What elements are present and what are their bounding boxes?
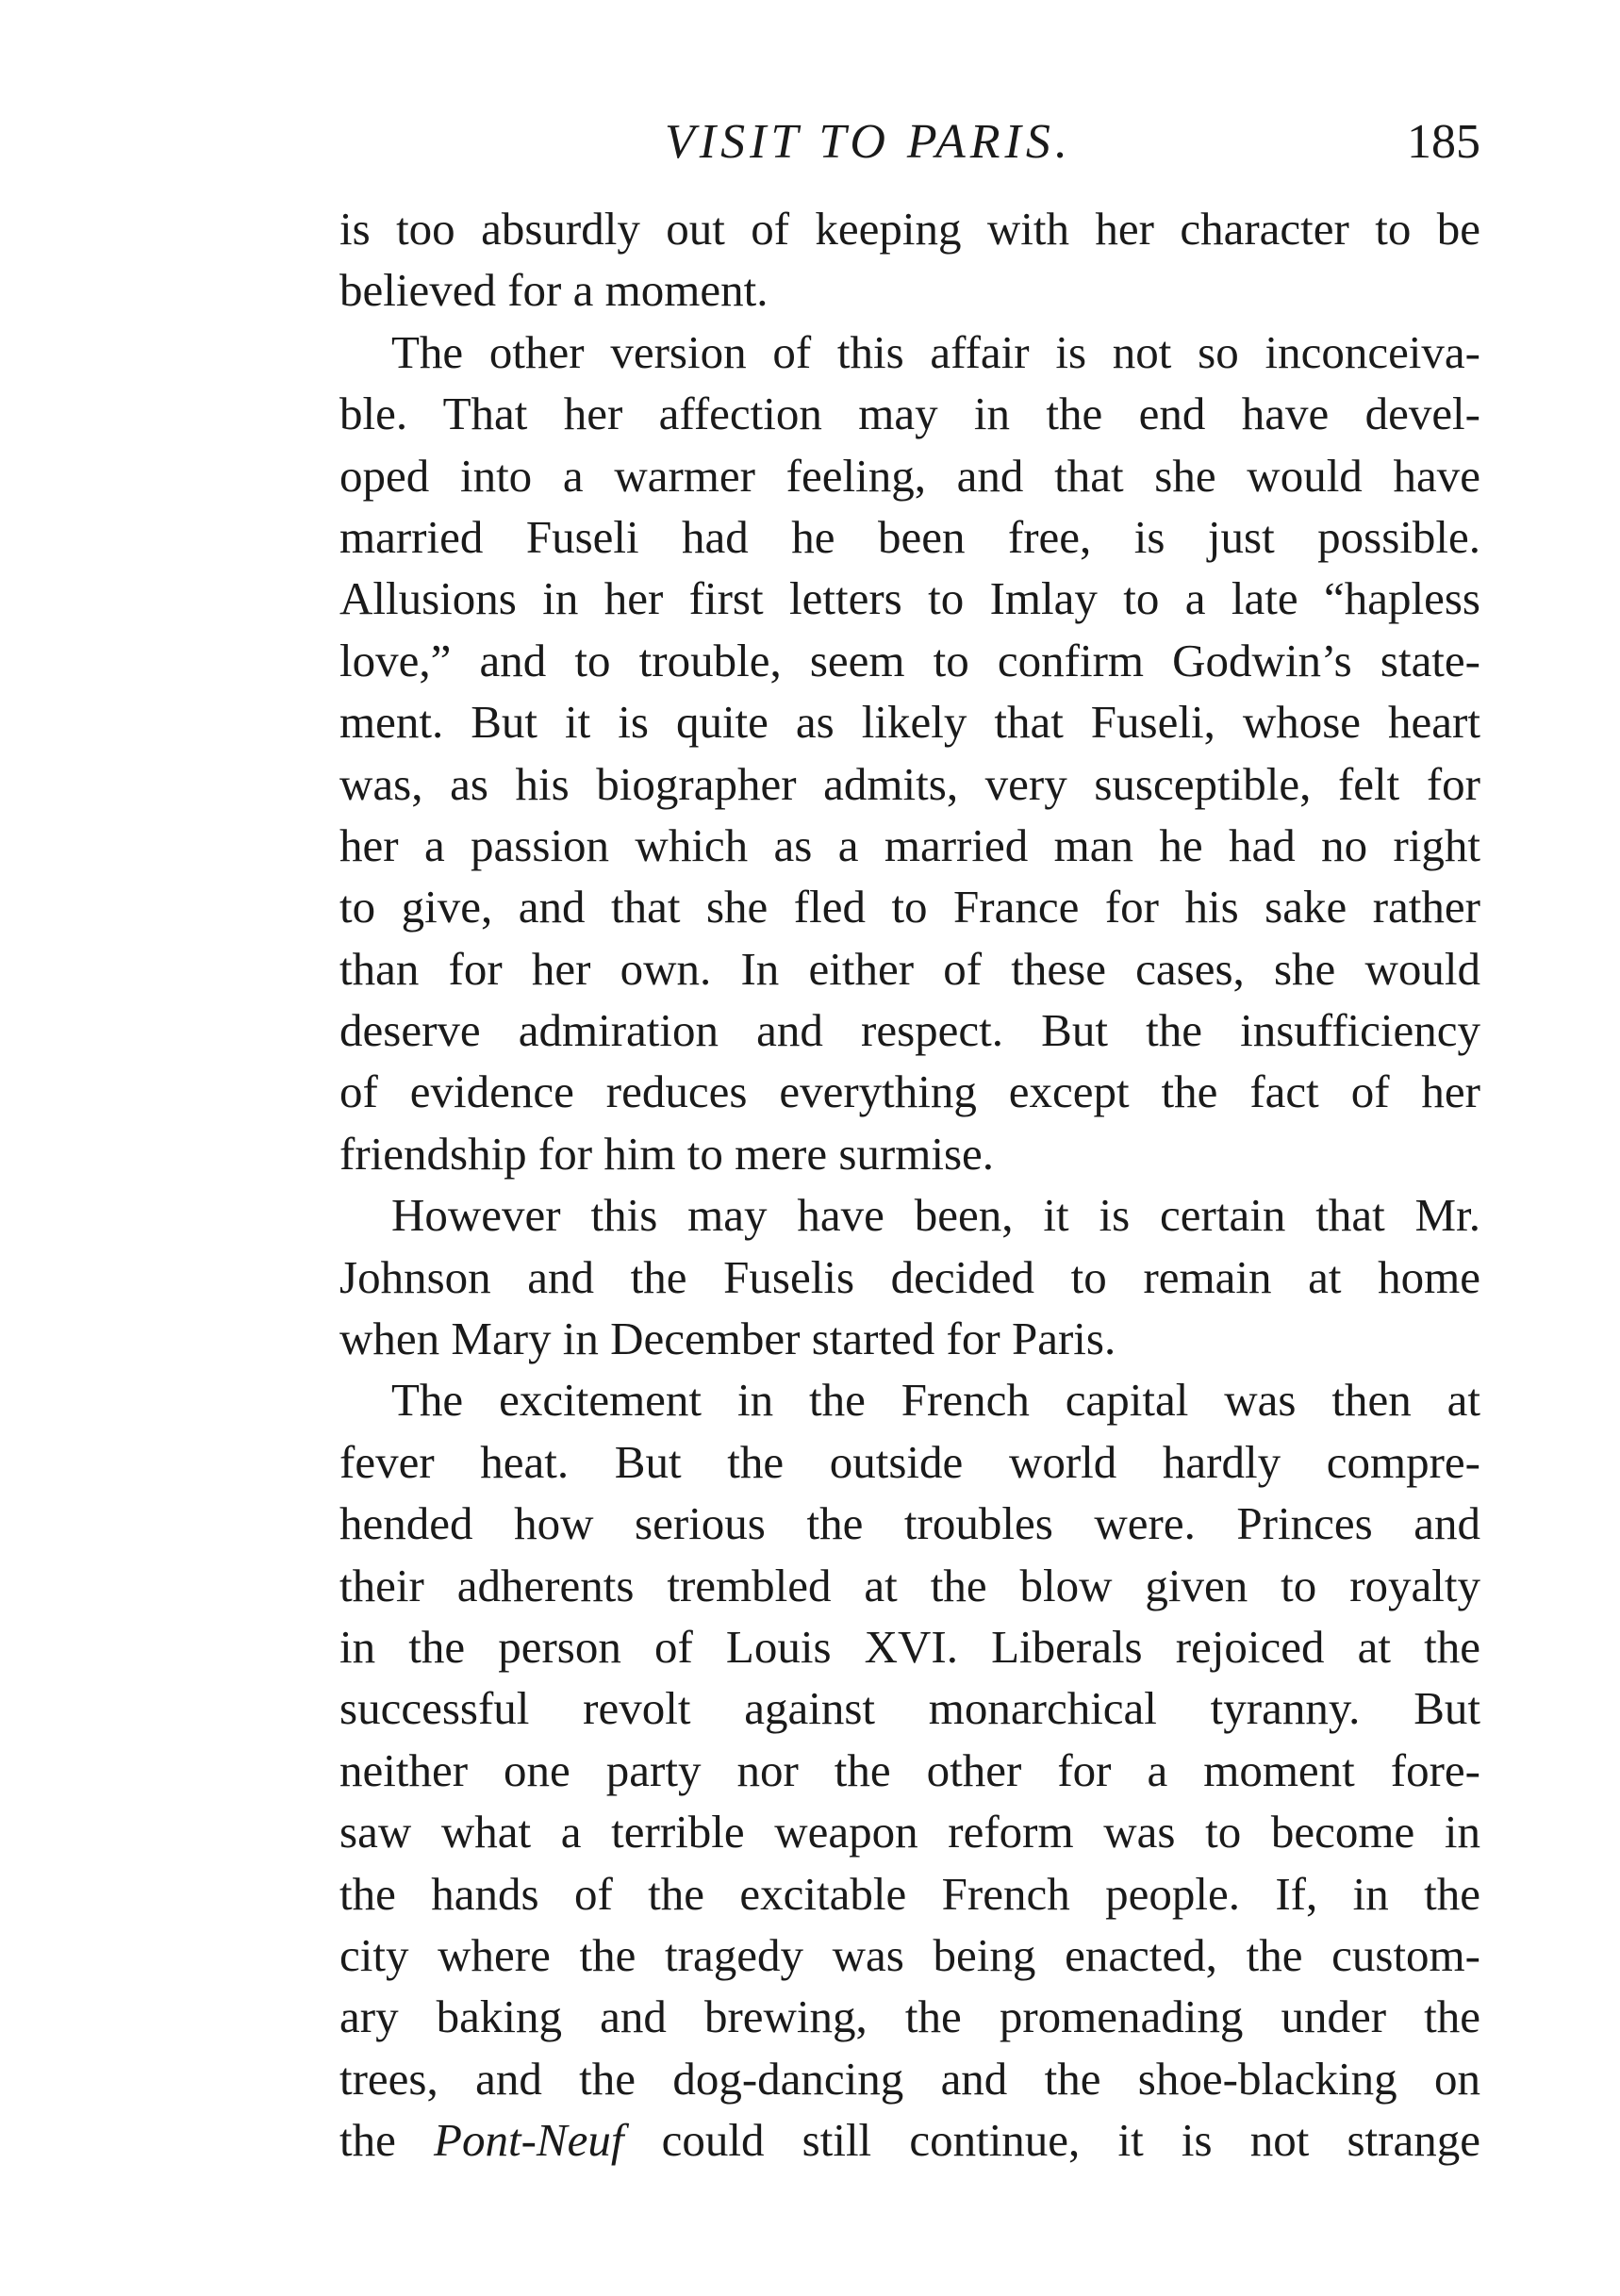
text-line: her a passion which as a married man he had no right — [339, 818, 1480, 871]
text-line: city where the tragedy was being enacted, the custom- — [339, 1928, 1480, 1981]
text-line: ary baking and brewing, the promenading under the — [339, 1990, 1480, 2043]
text-line: friendship for him to mere surmise. — [339, 1127, 995, 1180]
text-line: than for her own. In either of these cases, she would — [339, 942, 1480, 995]
text-line: believed for a moment. — [339, 264, 769, 317]
text-line: Allusions in her first letters to Imlay to a late “hapless — [339, 572, 1480, 625]
text-line: deserve admiration and respect. But the insufficiency — [339, 1004, 1480, 1057]
text-line-with-italic — [339, 2109, 1480, 2171]
text-line: the hands of the excitable French people. If, in the — [339, 1867, 1480, 1920]
text-line: their adherents trembled at the blow given to royalty — [339, 1559, 1480, 1611]
text-line: ble. That her affection may in the end have devel- — [339, 388, 1480, 440]
text-line: hended how serious the troubles were. Princes and — [339, 1497, 1480, 1550]
text-line: fever heat. But the outside world hardly compre- — [339, 1435, 1480, 1488]
text-line: is too absurdly out of keeping with her character to be — [339, 203, 1480, 255]
body-text — [339, 198, 1480, 2172]
text-line: Johnson and the Fuselis decided to remain at home — [339, 1250, 1480, 1303]
page-number: 185 — [1407, 115, 1480, 169]
text-line: neither one party nor the other for a moment fore- — [339, 1743, 1480, 1796]
text-line: to give, and that she fled to France for his sake rather — [339, 881, 1480, 933]
text-line: love,” and to trouble, seem to confirm Godwin’s state- — [339, 634, 1480, 686]
text-line: when Mary in December started for Paris. — [339, 1313, 1116, 1365]
text-line: oped into a warmer feeling, and that she would have — [339, 449, 1480, 502]
text-line: saw what a terrible weapon reform was to become in — [339, 1806, 1480, 1858]
paragraph-first-line: The excitement in the French capital was then at — [391, 1374, 1480, 1427]
paragraph-first-line: The other version of this affair is not so inconceiva- — [391, 325, 1480, 378]
text-line: married Fuseli had he been free, is just possible. — [339, 510, 1480, 563]
running-title: VISIT TO PARIS. — [665, 115, 1072, 169]
text-line: ment. But it is quite as likely that Fuseli, whose heart — [339, 696, 1480, 749]
text-line: in the person of Louis XVI. Liberals rejoiced at the — [339, 1620, 1480, 1673]
italic-place-name: Pont-Neuf — [434, 2114, 624, 2167]
text-line: successful revolt against monarchical tyranny. But — [339, 1682, 1480, 1735]
text-fragment: could still continue, it is not strange — [623, 2114, 1480, 2167]
running-head — [339, 109, 1480, 175]
text-line: was, as his biographer admits, very susceptible, felt for — [339, 757, 1480, 810]
text-line: trees, and the dog-dancing and the shoe-blacking on — [339, 2052, 1480, 2105]
text-line: of evidence reduces everything except the fact of her — [339, 1065, 1480, 1118]
text-fragment: the — [339, 2114, 435, 2167]
paragraph-first-line: However this may have been, it is certain that Mr. — [391, 1189, 1480, 1242]
